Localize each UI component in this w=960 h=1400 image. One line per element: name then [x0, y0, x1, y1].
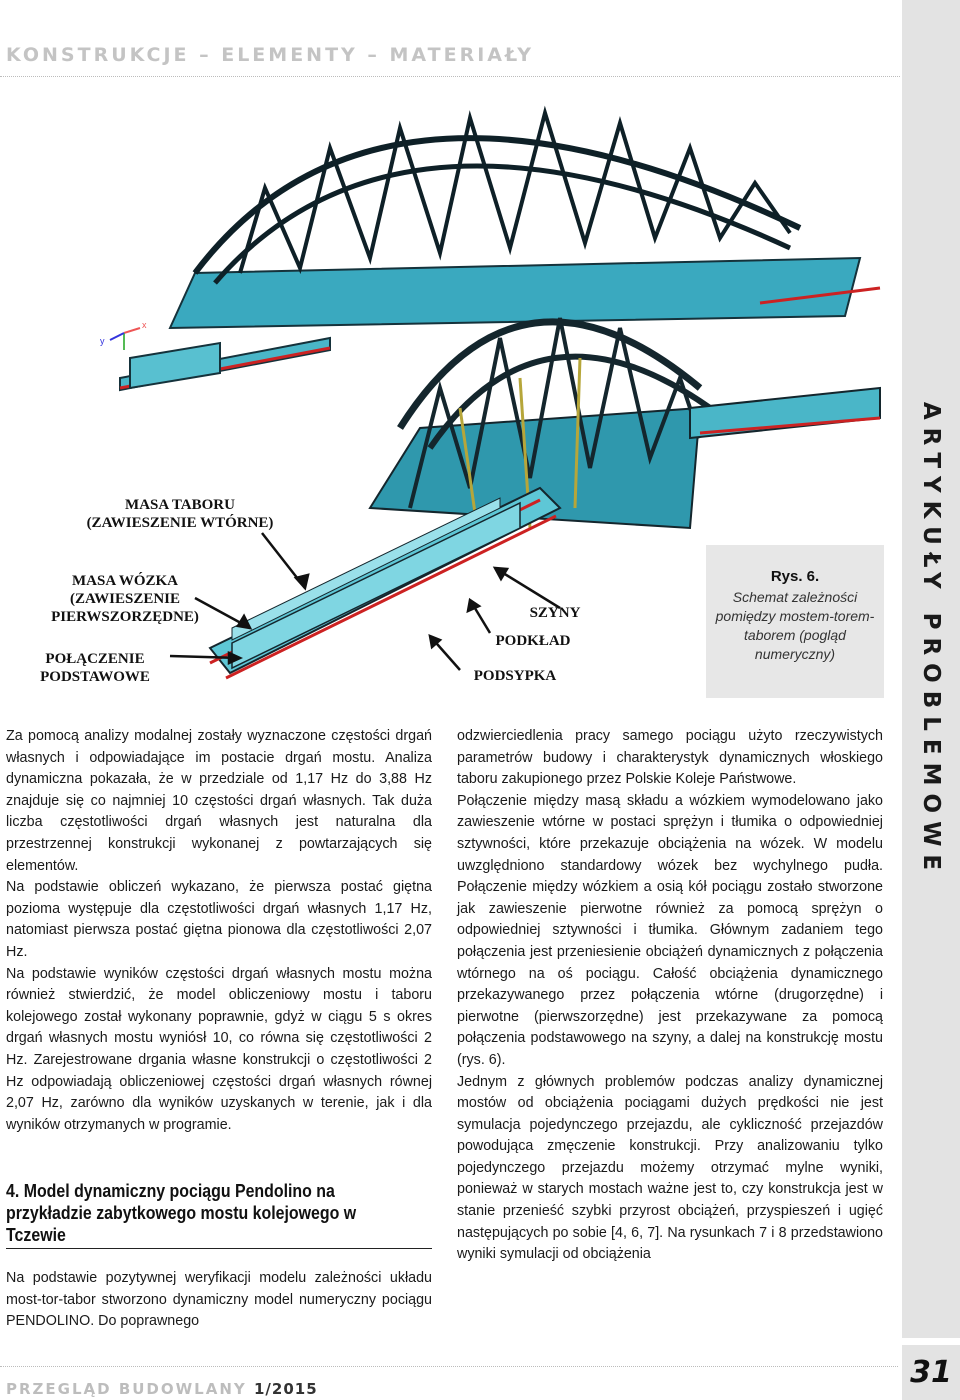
- page-number: 31: [902, 1345, 960, 1400]
- figure-caption: [706, 545, 884, 698]
- journal-name: PRZEGLĄD BUDOWLANY: [6, 1380, 254, 1398]
- axis-x-label: x: [142, 320, 147, 330]
- footer: [6, 1380, 318, 1398]
- axes-glyph: [100, 320, 147, 350]
- paragraph: Na podstawie obliczeń wykazano, że pierwsza postać giętna pozioma występuje dla częstotliwości drgań własnych 1,17 Hz, natomiast pierwsza postać giętna pionowa dla częstotliwości 2,07 Hz.: [6, 879, 432, 960]
- lower-bridge: [370, 318, 880, 548]
- footer-rule: [0, 1366, 898, 1367]
- left-column-continued: [6, 1268, 432, 1333]
- label-masa-wozka: MASA WÓZKA (ZAWIESZENIE PIERWSZORZĘDNE): [51, 573, 199, 624]
- section-side-label: ARTYKUŁY PROBLEMOWE: [918, 401, 944, 879]
- paragraph: Na podstawie pozytywnej weryfikacji modelu zależności układu most-tor-tabor stworzono dynamiczny model numeryczny pociągu PENDOLINO. Do poprawnego: [6, 1270, 432, 1330]
- label-podklad: PODKŁAD: [495, 633, 571, 649]
- paragraph: Połączenie między masą składu a wózkiem wymodelowano jako zawieszenie wtórne w postaci sprężyn i tłumika o odpowiedniej sztywności, które przekazuje obciążenia na wózek. W modelu uwzględniono standardowy wózek bez wychylnego pudła. Połączenie między wózkiem a osią kół pociągu zostało stworzone jak zawieszenie pierwotne również za pomocą sprężyn o odpowiedniej sztywności i tłumika. Głównym zadaniem tego połączenia jest przeniesienie obciążeń dynamicznych z połączenia wtórnego na oś pociągu. Całość obciążenia dynamicznego przekazywanego przez połączenia wtórne (drugorzędne) i pierwotne (pierwszorzędne) jest przekazywane za pomocą połączenia podstawowego na szyny, a dalej na konstrukcję mostu (rys. 6).: [457, 792, 883, 1068]
- section-rule: [6, 1248, 432, 1249]
- paragraph: Na podstawie wyników częstości drgań własnych mostu można również stwierdzić, że model obliczeniowy mostu i taboru kolejowego został wykonany poprawnie, gdyż w ciągu 5 s okres drgań własnych mostu wyniósł 10, co równa się częstotliwości 2 Hz. Zarejestrowane drgania własne konstrukcji o częstotliwości 2 Hz odpowiadają obliczeniowej częstości drgań własnych równej 2,07 Hz, zarówno dla wyników uzyskanych w terenie, jak i dla wyników otrzymanych w programie.: [6, 965, 432, 1133]
- label-masa-taboru: MASA TABORU (ZAWIESZENIE WTÓRNE): [86, 497, 274, 531]
- left-column: [6, 726, 432, 1136]
- upper-bridge: [120, 113, 880, 390]
- axis-y-label: y: [100, 336, 105, 346]
- paragraph: Jednym z głównych problemów podczas analizy dynamicznej mostów od obciążenia pociągami dużych prędkości nie jest symulacja pojedynczego przejazdu, ale cykliczność przejazdów powodująca zmęczenie konstrukcji. Przy analizowaniu tylko pojedynczego przejazdu możemy otrzymać mylne wyniki, ponieważ w starych mostach ważne jest to, czy konstrukcja jest w stanie przenieść szybki przyrost obciążeń, przyspieszeń i ugięć następujących po sobie [4, 6, 7]. Na rysunkach 7 i 8 przedstawiono wyniki symulacji od obciążenia: [457, 1073, 883, 1263]
- caption-text: Schemat zależności pomiędzy mostem-torem-taborem (pogląd numeryczny): [715, 589, 875, 662]
- section-heading: 4. Model dynamiczny pociągu Pendolino na przykładzie zabytkowego mostu kolejowego w Tczewie: [6, 1180, 357, 1245]
- label-podsypka: PODSYPKA: [473, 668, 557, 684]
- label-szyny: SZYNY: [529, 605, 581, 621]
- label-polaczenie-podstawowe: POŁĄCZENIE PODSTAWOWE: [40, 651, 150, 685]
- running-header: KONSTRUKCJE – ELEMENTY – MATERIAŁY: [6, 44, 534, 66]
- paragraph: odzwierciedlenia pracy samego pociągu użyto rzeczywistych parametrów budowy i charakterystyk dynamicznych włoskiego taboru zakupionego przez Polskie Koleje Państwowe.: [457, 728, 883, 788]
- paragraph: Za pomocą analizy modalnej zostały wyznaczone częstości drgań własnych i odpowiadające im postacie drgań mostu. Analiza dynamiczna pokazała, że w przedziale od 1,17 Hz do 3,88 Hz znajduje się co najmniej 10 częstości drgań własnych. Tak duża liczba częstotliwości drgań własnych jest naturalna dla przestrzennej konstrukcji wykonanej z powtarzających się elementów.: [6, 728, 432, 874]
- issue-number: 1/2015: [254, 1380, 318, 1398]
- right-column: [457, 726, 883, 1266]
- caption-title: Rys. 6.: [770, 568, 820, 585]
- header-rule: [0, 76, 900, 81]
